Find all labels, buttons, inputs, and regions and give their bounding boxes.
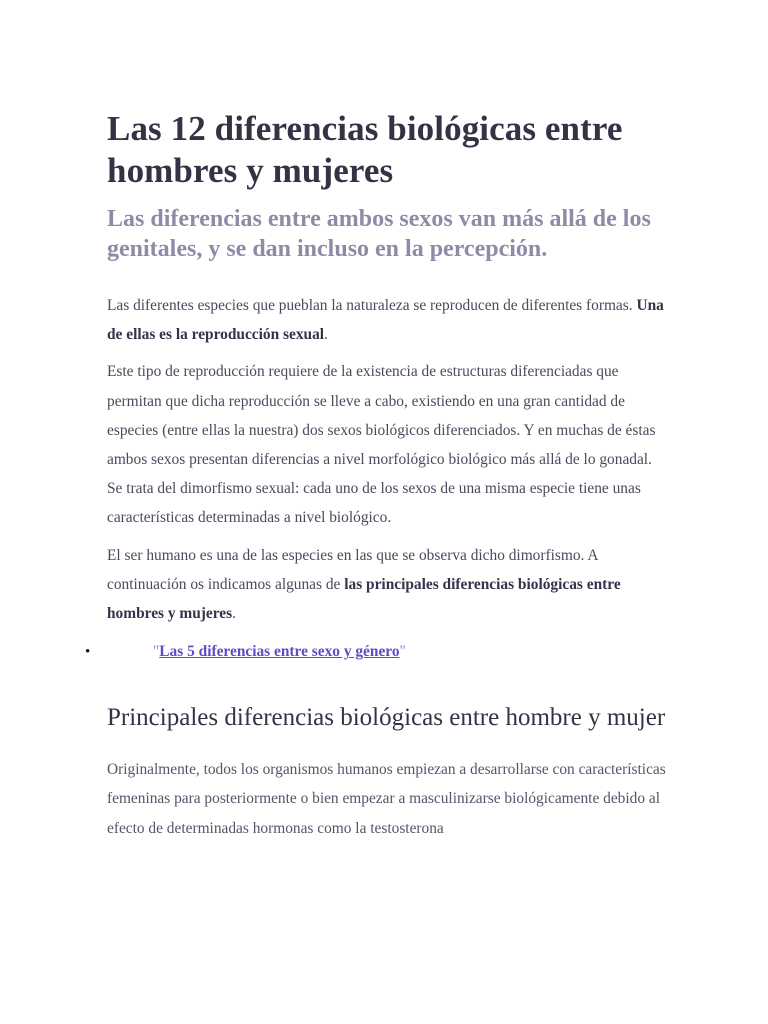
paragraph-dimorphism-text: El ser humano es una de las especies en las que se observa dicho dimorfismo. A continuación os indicamos algunas de	[107, 546, 598, 593]
paragraph-dimorphism-bold: las principales diferencias biológicas entre hombres y mujeres	[107, 575, 621, 623]
related-links-list	[85, 640, 668, 664]
section-heading: Principales diferencias biológicas entre hombre y mujer	[107, 704, 666, 732]
related-link-item	[85, 640, 668, 664]
paragraph-intro	[107, 291, 668, 349]
paragraph-intro-end: .	[324, 326, 328, 344]
article-body	[107, 291, 668, 628]
paragraph-dimorphism-end: .	[232, 605, 236, 623]
close-quote: "	[399, 643, 406, 661]
bullet-icon: •	[85, 644, 91, 661]
section-paragraph: Originalmente, todos los organismos humanos empiezan a desarrollarse con características femeninas para posteriormente o bien empezar a masculinizarse biológicamente debido al efecto de determinadas hormonas como la testosterona	[107, 761, 666, 837]
article-title: Las 12 diferencias biológicas entre hombres y mujeres	[107, 109, 623, 190]
paragraph-intro-bold: Una de ellas es la reproducción sexual	[107, 297, 664, 344]
paragraph-dimorphism	[107, 541, 668, 629]
paragraph-intro-text: Las diferentes especies que pueblan la naturaleza se reproducen de diferentes formas.	[107, 297, 637, 314]
article-subtitle: Las diferencias entre ambos sexos van más allá de los genitales, y se dan incluso en la percepción.	[107, 206, 651, 262]
related-article-link[interactable]: Las 5 diferencias entre sexo y género	[159, 643, 400, 661]
open-quote: "	[153, 643, 160, 661]
section-body	[107, 755, 668, 843]
paragraph-reproduction: Este tipo de reproducción requiere de la existencia de estructuras diferenciadas que permitan que dicha reproducción se lleve a cabo, existiendo en una gran cantidad de especies (entre ellas la nuestra) dos sexos biológicos diferenciados. Y en muchas de éstas ambos sexos presentan diferencias a nivel morfológico biológico más allá de lo gonadal. Se trata del dimorfismo sexual: cada uno de los sexos de una misma especie tiene unas características determinadas a nivel biológico.	[107, 363, 656, 527]
